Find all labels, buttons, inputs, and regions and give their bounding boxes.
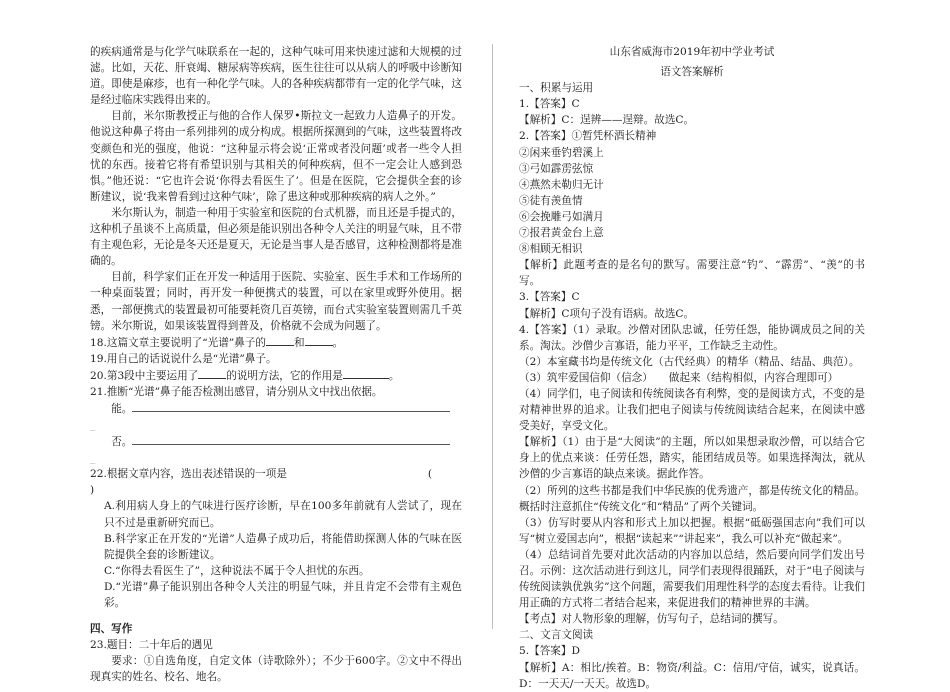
reading-paragraph: 的疾病通常是与化学气味联系在一起的，这种气味可用来快速过滤和大规模的过滤。比如，天花、肝衰竭、糖尿病等疾病，医生往往可以从病人的呼吸中诊断知道。即使是麻疹，也有一种化学气味。人的各种疾病都带有一定的化学气味，这是经过临床实践得出来的。	[90, 46, 462, 107]
question-20: 20.第3段中主要运用了 的说明方法，它的作用是 。	[90, 367, 462, 384]
answer-blank[interactable]	[266, 334, 294, 346]
explanation-4-part-2: （2）所列的这些书都是我们中华民族的优秀遗产，都是传统文化的精品。概括时注意抓住“传统文化”和“精品”了两个关键词。	[519, 484, 865, 513]
answer-2-item: ③弓如霹雳弦惊	[519, 162, 594, 175]
column-divider	[492, 44, 493, 629]
answer-2-item: ⑦报君黄金台上意	[519, 227, 604, 240]
answer-line-can: 能。	[90, 400, 462, 417]
answer-4-part-1: 4.【答案】（1）录取。沙僧对团队忠诚，任劳任怨，能协调成员之间的关系。淘汰。沙僧少言寡语，能力平平，工作缺乏主动性。	[519, 323, 865, 352]
answer-line[interactable]	[132, 400, 450, 412]
explanation-4-part-3: （3）仿写时要从内容和形式上加以把握。根据“砥砺强国志向”我们可以写“树立爱国志向”，根据“读起来”“讲起来”，我么可以补充“做起来”。	[519, 516, 865, 545]
reading-paragraph: 米尔斯认为，制造一种用于实验室和医院的台式机器，而且还是手提式的，这种机子虽谈不上高质量，但必须是能识别出各种令人关注的明显气味，且不带有主观色彩，无论是冬天还是夏天，无论是当事人是否感冒，这种检测都将是准确的。	[90, 206, 462, 268]
section-heading-writing: 四、写作	[90, 623, 133, 636]
answer-2-item: ②闲来垂钓碧溪上	[519, 146, 604, 159]
options-list	[90, 498, 462, 611]
question-23: 23.题目：二十年后的遇见	[90, 639, 213, 652]
option-a[interactable]: A.利用病人身上的气味进行医疗诊断，早在100多年前就有人尝试了，现在只不过是重新研究而已。	[104, 500, 462, 529]
answer-1: 1.【答案】C	[519, 98, 580, 111]
explanation-2: 【解析】此题考查的是名句的默写。需要注意“钓”、“霹雳”、“羡”的书写。	[519, 259, 865, 288]
explanation-4-part-4: （4）总结词首先要对此次活动的内容加以总结，然后要向同学们发出号召。示例：这次活动进行到这儿，同学们表现得很踊跃，对于“电子阅读与传统阅读孰优孰劣”这个问题，需要我们用理性科学的态度去看待。让我们用正确的方式将二者结合起来，来促进我们的精神世界的丰满。	[519, 548, 865, 610]
section-heading: 一、积累与运用	[519, 82, 594, 95]
question-21: 21.推断“光谱”鼻子能否检测出感冒，请分别从文中找出依据。	[90, 385, 383, 398]
line-marker: _	[90, 419, 96, 432]
answer-2-item: ⑥会挽雕弓如满月	[519, 210, 604, 223]
option-b[interactable]: B.科学家正在开发的“光谱”人造鼻子成功后，将能借助探测人体的气味在医院提供全套的诊断建议。	[104, 532, 462, 561]
answer-title: 山东省威海市2019年初中学业考试	[609, 46, 775, 58]
reading-paragraph: 目前，科学家们正在开发一种适用于医院、实验室、医生手术和工作场所的一种桌面装置；同时，再开发一种便携式的装置，可以在家里或野外使用。据悉，一部便携式的装置最初可能要耗资几百英镑，而台式实验室装置则需几千英镑。米尔斯说，如果该装置得到普及，价格就不会成为问题了。	[90, 271, 462, 332]
answer-4-part-3: （3）筑牢爱国信仰（信念） 做起来（结构相似，内容合理即可）	[519, 371, 839, 384]
option-d[interactable]: D.“光谱”鼻子能识别出各种令人关注的明显气味，并且肯定不会带有主观色彩。	[104, 580, 462, 609]
answer-2-item: ④燕然未勒归无计	[519, 178, 604, 191]
left-column	[90, 44, 462, 685]
right-column	[519, 44, 865, 692]
explanation-3: 【解析】C项句子没有语病。故选C。	[519, 307, 695, 320]
answer-line-no: 否。	[90, 433, 462, 450]
reading-paragraph: 目前，米尔斯教授正与他的合作人保罗•斯拉文一起致力人造鼻子的开发。他说这种鼻子将由一系列排列的成分构成。根据所探测到的气味，这些装置将改变颜色和光的强度，他说：“这种显示将会说‘正常或者没问题’或者一些令人担忧的东西。接着它将有希望识别与其相关的何种疾病，但不一定会让人感到恐惧。”他还说：“它也许会说‘你得去看医生了’。但是在医院，它会提供全套的诊断建议，说‘我来曾看到过这种气味’，除了患这种或那种疾病的病人之外。”	[90, 110, 462, 203]
answer-2-item: ⑤徒有羡鱼情	[519, 194, 583, 207]
question-18: 18.这篇文章主要说明了“光谱”鼻子的 和 。	[90, 334, 462, 351]
answer-blank[interactable]	[343, 367, 389, 379]
option-c[interactable]: C.“你得去看医生了”，这种说法不属于令人担忧的东西。	[104, 564, 370, 577]
answer-5: 5.【答案】D	[519, 645, 580, 658]
answer-3: 3.【答案】C	[519, 291, 580, 304]
section-heading: 二、文言文阅读	[519, 629, 594, 642]
answer-4-part-2: （2）本室藏书均是传统文化（古代经典）的精华（精品、结晶、典范）。	[519, 355, 860, 368]
answer-2-item: ⑧相顾无相识	[519, 243, 583, 256]
answer-blank[interactable]	[305, 334, 333, 346]
writing-requirements: 要求：①自选角度，自定文体（诗歌除外）；不少于600字。②文中不得出现真实的姓名、校名、地名。	[90, 655, 462, 684]
answer-line[interactable]	[132, 433, 450, 445]
answer-blank[interactable]	[198, 367, 226, 379]
explanation-4-part-1: 【解析】（1）由于是“大阅读”的主题，所以如果想录取沙僧，可以结合它身上的优点来谈：任劳任怨，踏实，能团结成员等。如果选择淘汰，就从沙僧的少言寡语的缺点来谈。据此作答。	[519, 436, 865, 481]
question-22-close: )	[90, 484, 95, 497]
answer-2: 2.【答案】①暂凭杯酒长精神	[519, 130, 657, 143]
answer-4-part-4: （4）同学们，电子阅读和传统阅读各有利弊，变的是阅读方式，不变的是对精神世界的追求。让我们把电子阅读与传统阅读结合起来，在阅读中感受美好，享受文化。	[519, 387, 865, 433]
answer-subtitle: 语文答案解析	[660, 66, 724, 79]
question-22: 22.根据文章内容，选出表述错误的一项是 (	[90, 468, 432, 481]
explanation-5: 【解析】A：相比/挨着。B：物资/利益。C：信用/守信，诚实，说真话。D：一天天/一天天。故选D。	[519, 661, 865, 690]
line-marker: _	[90, 452, 96, 465]
knowledge-point: 【考点】对人物形象的理解，仿写句子，总结词的撰写。	[519, 613, 784, 626]
question-19: 19.用自己的话说说什么是“光谱”鼻子。	[90, 352, 277, 365]
explanation-1: 【解析】C：逞辨——逞辩。故选C。	[519, 114, 695, 127]
